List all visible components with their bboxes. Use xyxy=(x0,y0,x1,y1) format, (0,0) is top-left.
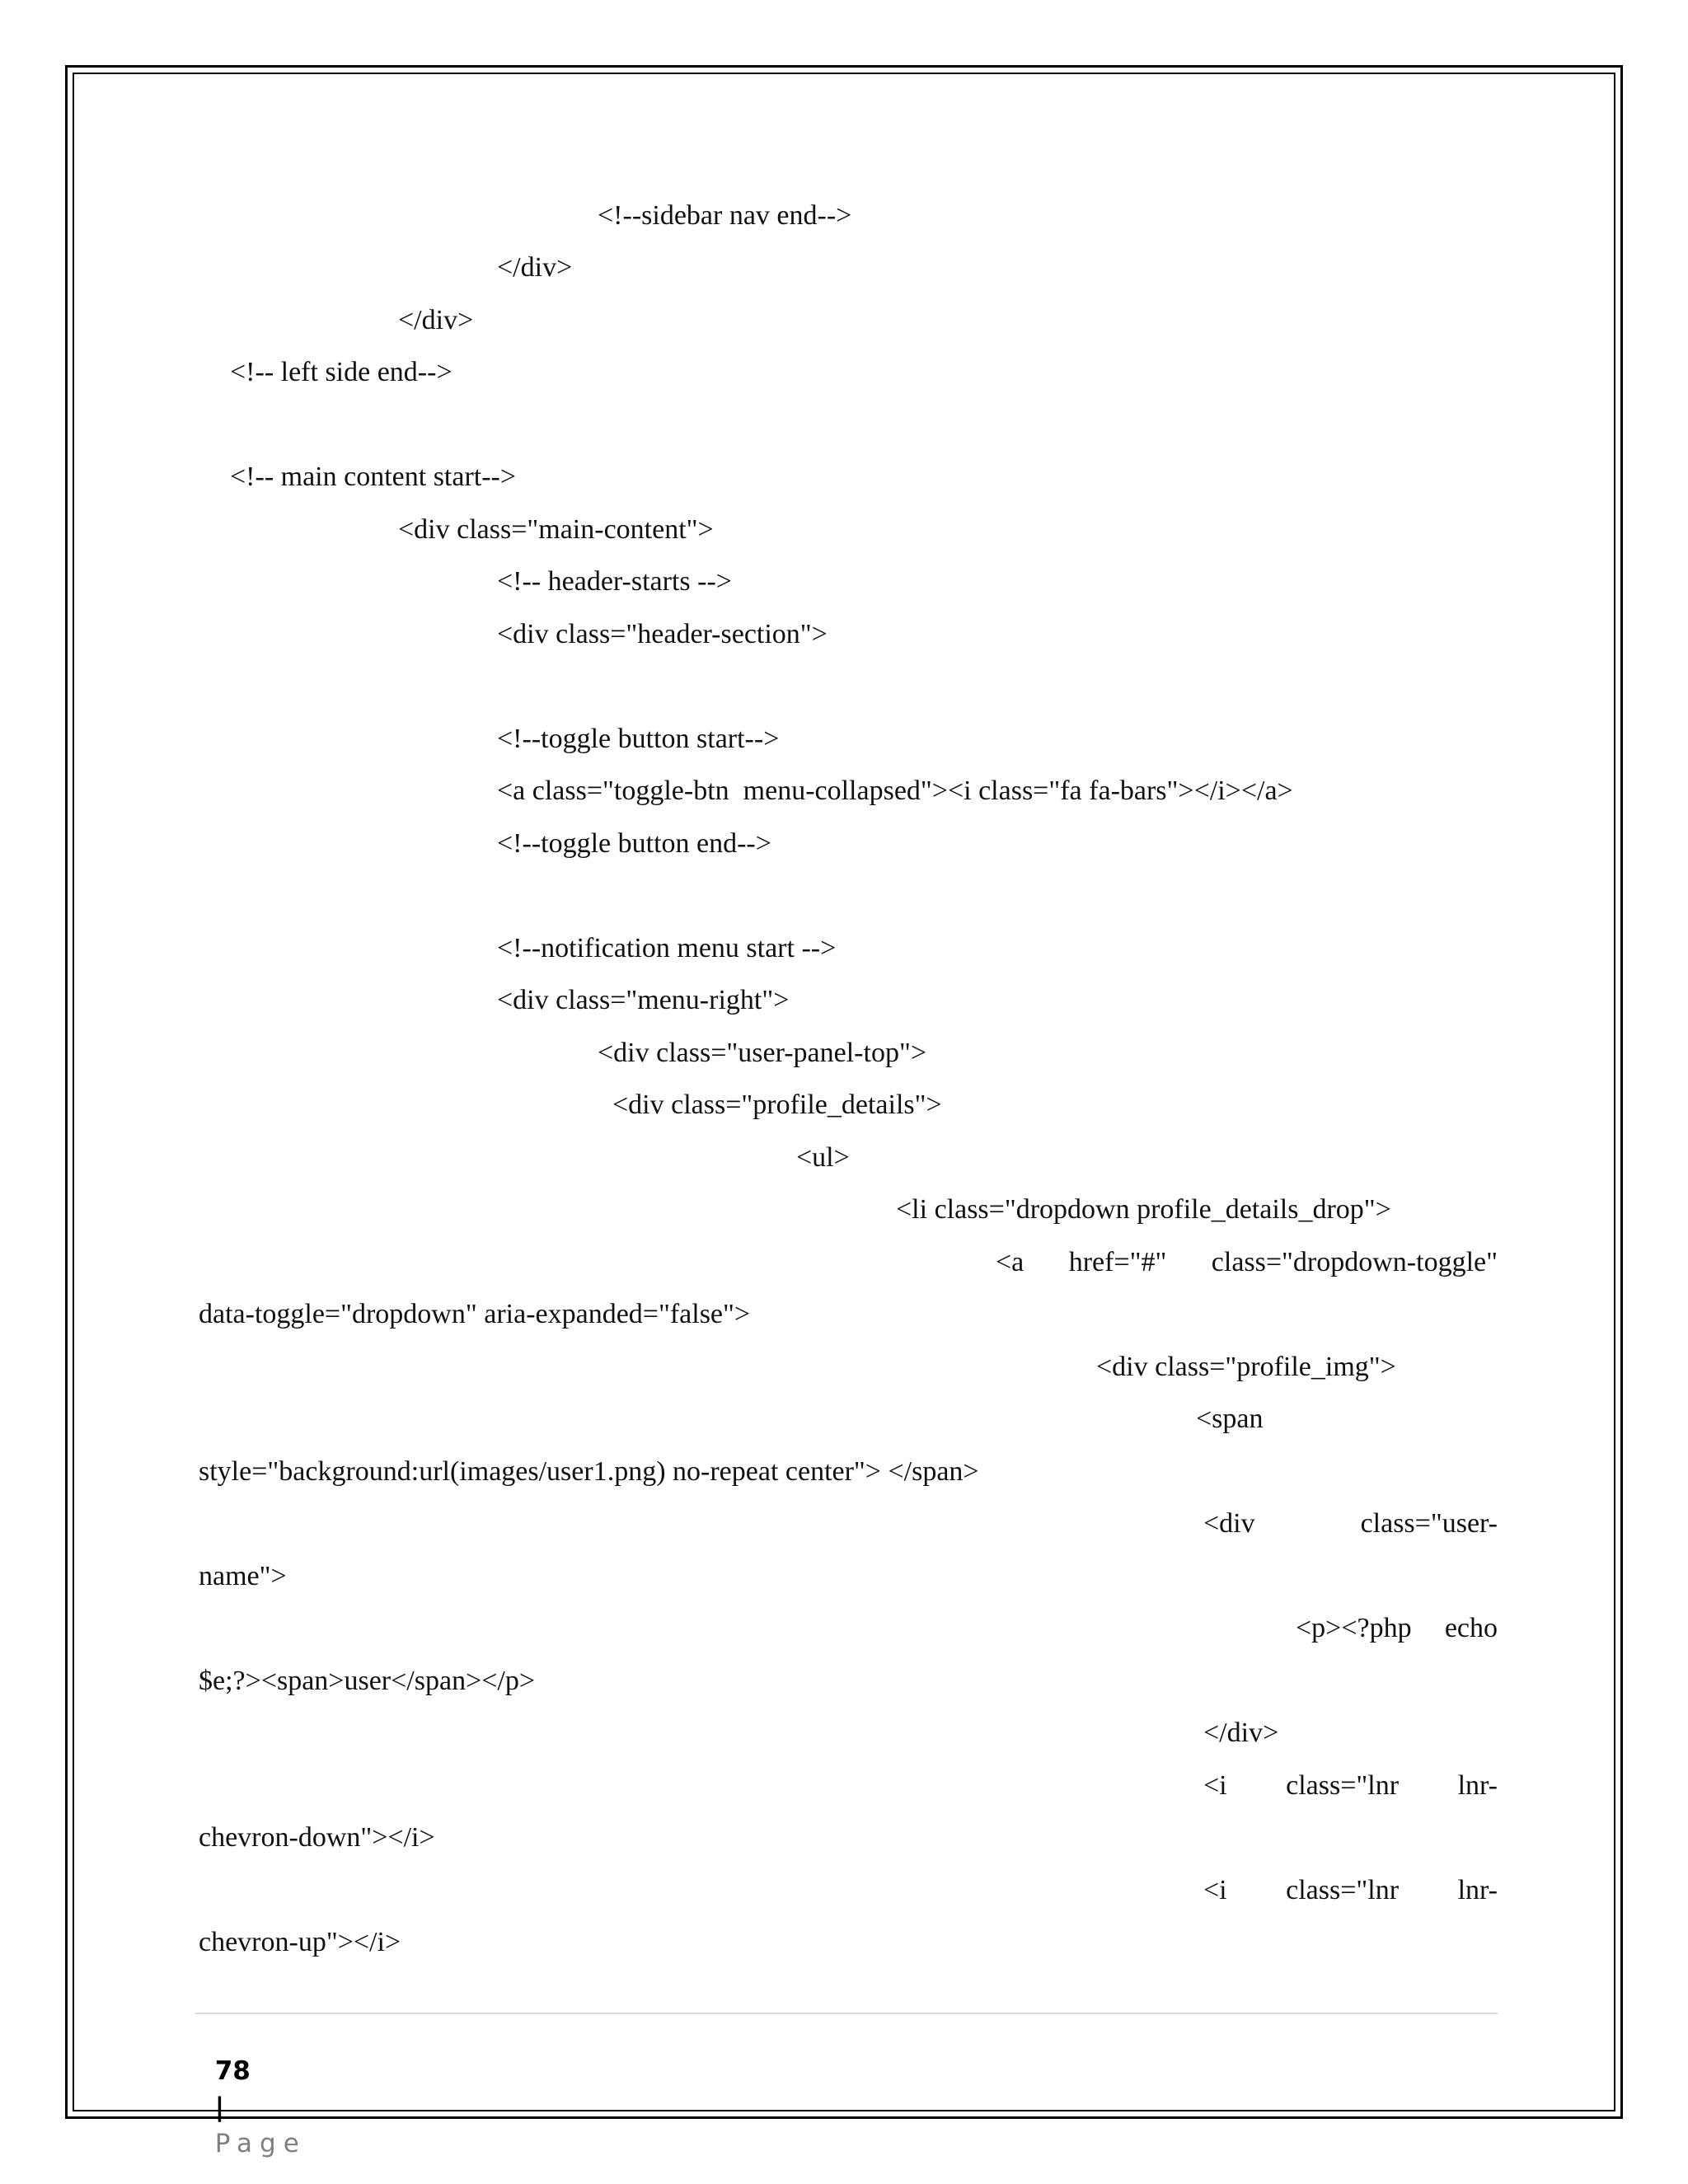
code-line: <li class="dropdown profile_details_drop"> xyxy=(896,1194,1391,1225)
code-line: <ul> xyxy=(796,1142,850,1173)
code-line: </div> xyxy=(1203,1718,1279,1748)
code-line xyxy=(1203,1769,1498,1802)
code-line: data-toggle="dropdown" aria-expanded="false"> xyxy=(199,1299,751,1329)
code-line: <a class="toggle-btn menu-collapsed"><i class="fa fa-bars"></i></a> xyxy=(497,776,1293,806)
code-token: <i xyxy=(1203,1875,1227,1905)
code-token: class="dropdown-toggle" xyxy=(1211,1247,1498,1277)
code-token: lnr- xyxy=(1457,1875,1498,1905)
code-line: <!--toggle button end--> xyxy=(497,828,771,859)
code-line: <div class="main-content"> xyxy=(398,514,714,545)
code-token: lnr- xyxy=(1457,1770,1498,1801)
code-line: <!-- header-starts --> xyxy=(497,566,732,597)
footer-separator: | xyxy=(214,2093,225,2122)
code-line: $e;?><span>user</span></p> xyxy=(199,1666,536,1696)
code-line: </div> xyxy=(398,305,474,335)
footer-divider xyxy=(195,2013,1498,2014)
code-line xyxy=(1203,1507,1498,1540)
code-token: class="lnr xyxy=(1286,1875,1400,1905)
code-token: <div xyxy=(1203,1508,1255,1539)
code-line xyxy=(996,1246,1498,1279)
code-token: <p><?php xyxy=(1296,1613,1412,1643)
code-line: <!-- main content start--> xyxy=(230,462,517,492)
code-line: <div class="profile_img"> xyxy=(1096,1352,1396,1382)
code-line xyxy=(1296,1612,1498,1645)
code-token: echo xyxy=(1444,1613,1498,1643)
code-line xyxy=(1203,1874,1498,1907)
code-line: </div> xyxy=(497,252,573,283)
code-line: <span xyxy=(1196,1404,1264,1434)
code-line: <div class="profile_details"> xyxy=(612,1090,942,1120)
code-line: <div class="header-section"> xyxy=(497,619,828,649)
code-line: name"> xyxy=(199,1561,287,1591)
code-token: href="#" xyxy=(1068,1247,1167,1277)
code-line: <!--notification menu start --> xyxy=(497,933,837,963)
code-line: <div class="user-panel-top"> xyxy=(598,1038,927,1068)
page-number: 78 xyxy=(214,2056,251,2086)
code-line: <!--toggle button start--> xyxy=(497,724,780,754)
code-token: <a xyxy=(996,1247,1025,1277)
code-line: chevron-down"></i> xyxy=(199,1822,435,1853)
page-footer xyxy=(199,2017,307,2162)
code-token: class="lnr xyxy=(1286,1770,1400,1801)
code-token: class="user- xyxy=(1360,1508,1498,1539)
code-line: chevron-up"></i> xyxy=(199,1927,401,1957)
code-line: style="background:url(images/user1.png) no-repeat center"> </span> xyxy=(199,1456,979,1487)
code-line: <!--sidebar nav end--> xyxy=(598,200,852,231)
code-line: <!-- left side end--> xyxy=(230,357,452,387)
page-label: Page xyxy=(214,2129,307,2158)
code-token: <i xyxy=(1203,1770,1227,1801)
code-line: <div class="menu-right"> xyxy=(497,985,790,1015)
